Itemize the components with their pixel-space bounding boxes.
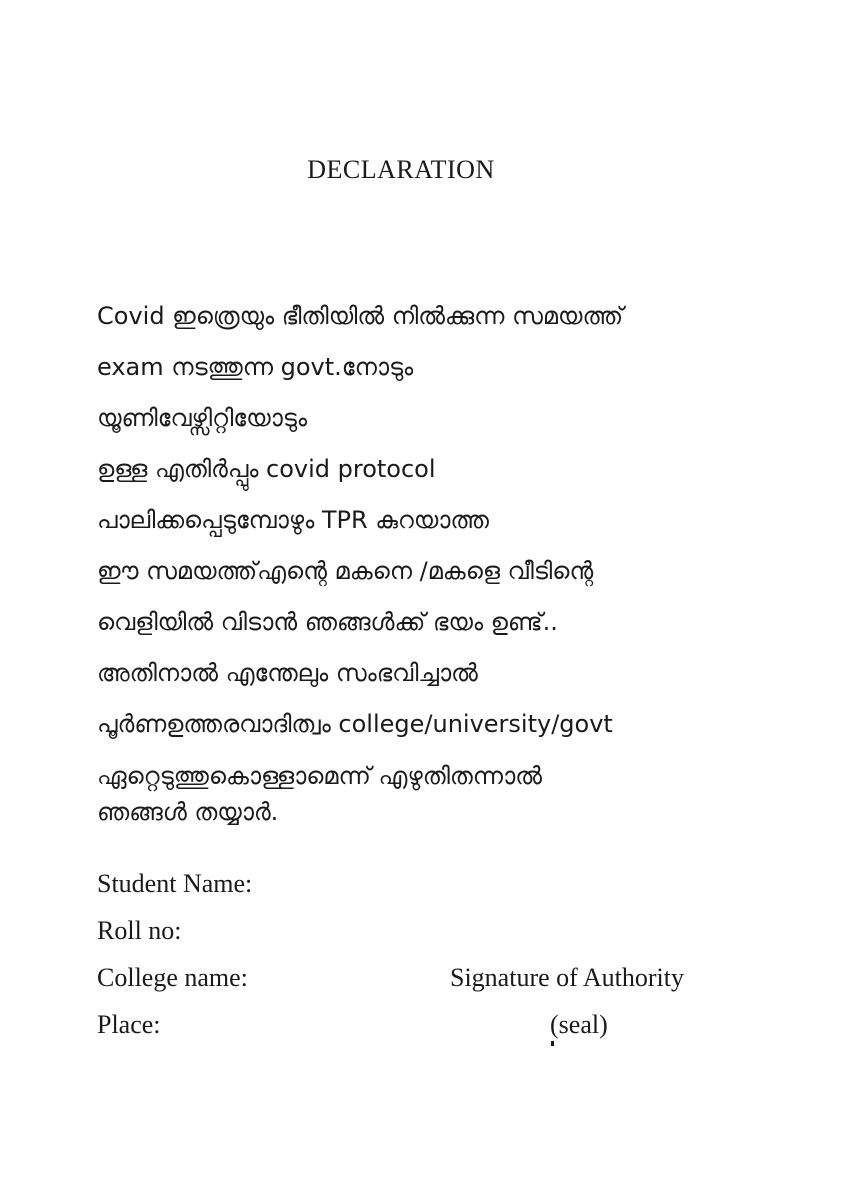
body-line: വെളിയിൽ വിടാൻ ഞങ്ങൾക്ക് ഭയം ഉണ്ട്.. [97, 608, 558, 636]
body-line: ഞങ്ങൾ തയ്യാർ. [97, 798, 279, 826]
college-name-label: College name: [97, 963, 248, 992]
document-title: DECLARATION [307, 155, 495, 184]
place-row [97, 1003, 817, 1050]
body-line: ഏറ്റെടുത്തുകൊള്ളാമെന്ന് എഴുതിതന്നാൽ [97, 762, 542, 790]
body-line: പാലിക്കപ്പെടുമ്പോഴും TPR കുറയാത്ത [97, 506, 489, 534]
body-line: പൂർണഉത്തരവാദിത്വം college/university/govt [97, 710, 613, 738]
seal-label: (seal) [550, 1010, 608, 1039]
college-name-row [97, 956, 817, 1003]
declaration-body [97, 291, 817, 830]
body-line: യൂണിവേഴ്സിറ്റിയോടും [97, 404, 307, 432]
declaration-fields [97, 862, 817, 1050]
seal-tick-mark [551, 1041, 554, 1046]
signature-of-authority-label: Signature of Authority [450, 963, 684, 992]
body-line: exam നടത്തുന്ന govt.നോടും [97, 353, 414, 381]
body-line: ഈ സമയത്ത്എന്റെ മകനെ /മകളെ വീടിന്റെ [97, 557, 594, 585]
student-name-label: Student Name: [97, 869, 253, 898]
body-line: Covid ഇത്രെയും ഭീതിയിൽ നിൽക്കുന്ന സമയത്ത് [97, 302, 624, 330]
body-line: അതിനാൽ എന്തേലും സംഭവിച്ചാൽ [97, 659, 478, 687]
body-line: ഉള്ള എതിർപ്പും covid protocol [97, 455, 436, 483]
roll-no-row [97, 909, 817, 956]
student-name-row [97, 862, 817, 909]
roll-no-label: Roll no: [97, 916, 182, 945]
place-label: Place: [97, 1010, 161, 1039]
